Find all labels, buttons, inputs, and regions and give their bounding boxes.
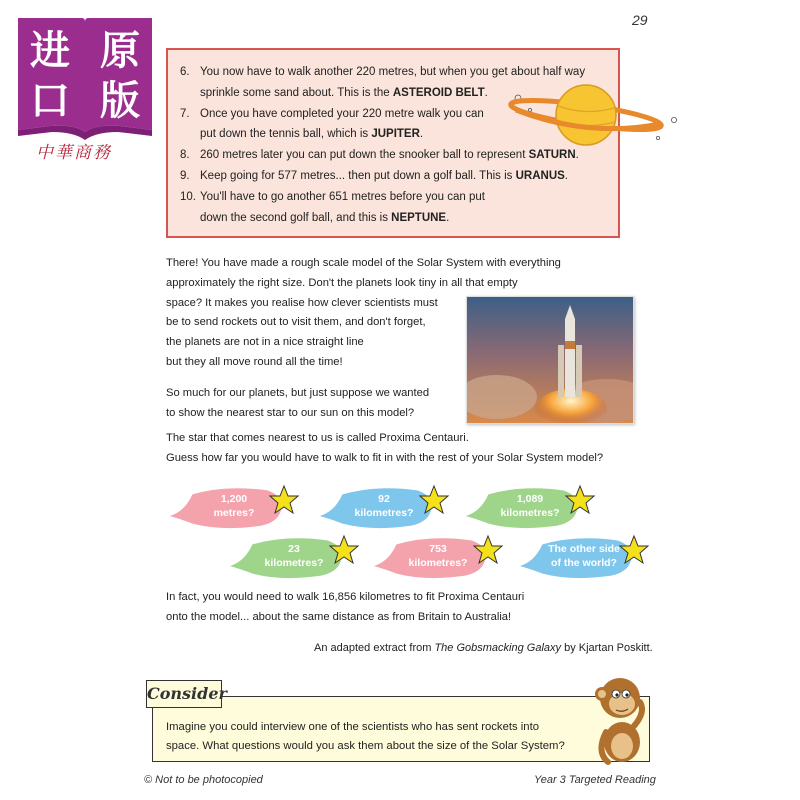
consider-question: Imagine you could interview one of the scientists who has sent rockets into space. What questions would you ask them about the size of the Solar System? — [166, 721, 565, 752]
footer-book-level: Year 3 Targeted Reading — [534, 774, 656, 786]
rocket-icon — [467, 297, 633, 423]
book-logo-icon — [14, 14, 156, 144]
list-item: 10. You'll have to go another 651 metres before you can put down the second golf ball, and this is NEPTUNE. — [180, 190, 485, 224]
book-title: The Gobsmacking Galaxy — [434, 642, 562, 654]
monkey-icon — [582, 672, 658, 766]
answer-unit: kilometres? — [500, 507, 560, 519]
paragraph-intro: There! You have made a rough scale model of the Solar System with everything approximately the right size. Don't the planets look tiny in all that empty space? It makes you realise how clever scientists must be to send rockets out to visit them, and don't forget, the planets are not in a nice straight line but they all move round all the time! — [166, 257, 561, 368]
answer-value: 92 — [378, 493, 390, 505]
footer-copyright: © Not to be photocopied — [144, 774, 263, 786]
answer-bubble — [516, 532, 654, 582]
answer-value: 1,200 — [220, 493, 248, 505]
rocket-launch-photo — [466, 296, 634, 424]
saturn-icon — [498, 82, 688, 152]
list-item: 6. You now have to walk another 220 metres, but when you get about half way sprinkle some sand about. This is the ASTEROID BELT. — [180, 66, 586, 99]
logo-caption: 中華商務 — [36, 143, 112, 163]
answer-bubble — [316, 482, 454, 532]
consider-label: Consider — [146, 680, 222, 708]
answer-bubble — [166, 482, 304, 532]
answer-unit: kilometres? — [264, 557, 324, 569]
list-item: 7. Once you have completed your 220 metre walk you can put down the tennis ball, which is JUPITER. — [180, 107, 484, 141]
source-citation: An adapted extract from The Gobsmacking Galaxy by Kjartan Poskitt. — [314, 642, 653, 654]
answer-bubble — [462, 482, 600, 532]
logo-char-4: 版 — [100, 77, 140, 124]
answer-value: The other side — [548, 543, 620, 555]
answer-unit: of the world? — [551, 557, 617, 569]
answer-unit: metres? — [213, 507, 255, 519]
list-item: 9. Keep going for 577 metres... then put down a golf ball. This is URANUS. — [180, 169, 568, 182]
paragraph-answer: In fact, you would need to walk 16,856 kilometres to fit Proxima Centauri onto the model... about the same distance as from Britain to Australia! — [166, 591, 525, 623]
answer-bubble — [226, 532, 364, 582]
answer-bubble — [370, 532, 508, 582]
list-item: 8. 260 metres later you can put down the snooker ball to represent SATURN. — [180, 149, 579, 162]
logo-char-1: 进 — [30, 27, 70, 74]
answer-value: 1,089 — [516, 493, 544, 505]
answer-unit: kilometres? — [354, 507, 414, 519]
paragraph-proxima: The star that comes nearest to us is called Proxima Centauri. Guess how far you would have to walk to fit in with the rest of your Solar System model? — [166, 432, 604, 464]
paragraph-star-question: So much for our planets, but just suppose we wanted to show the nearest star to our sun on this model? — [166, 387, 430, 419]
logo-char-2: 原 — [100, 27, 140, 74]
answer-value: 23 — [288, 543, 300, 555]
answer-unit: kilometres? — [408, 557, 468, 569]
answer-value: 753 — [429, 543, 447, 555]
page-number: 29 — [632, 12, 648, 28]
logo-char-3: 口 — [30, 77, 70, 124]
